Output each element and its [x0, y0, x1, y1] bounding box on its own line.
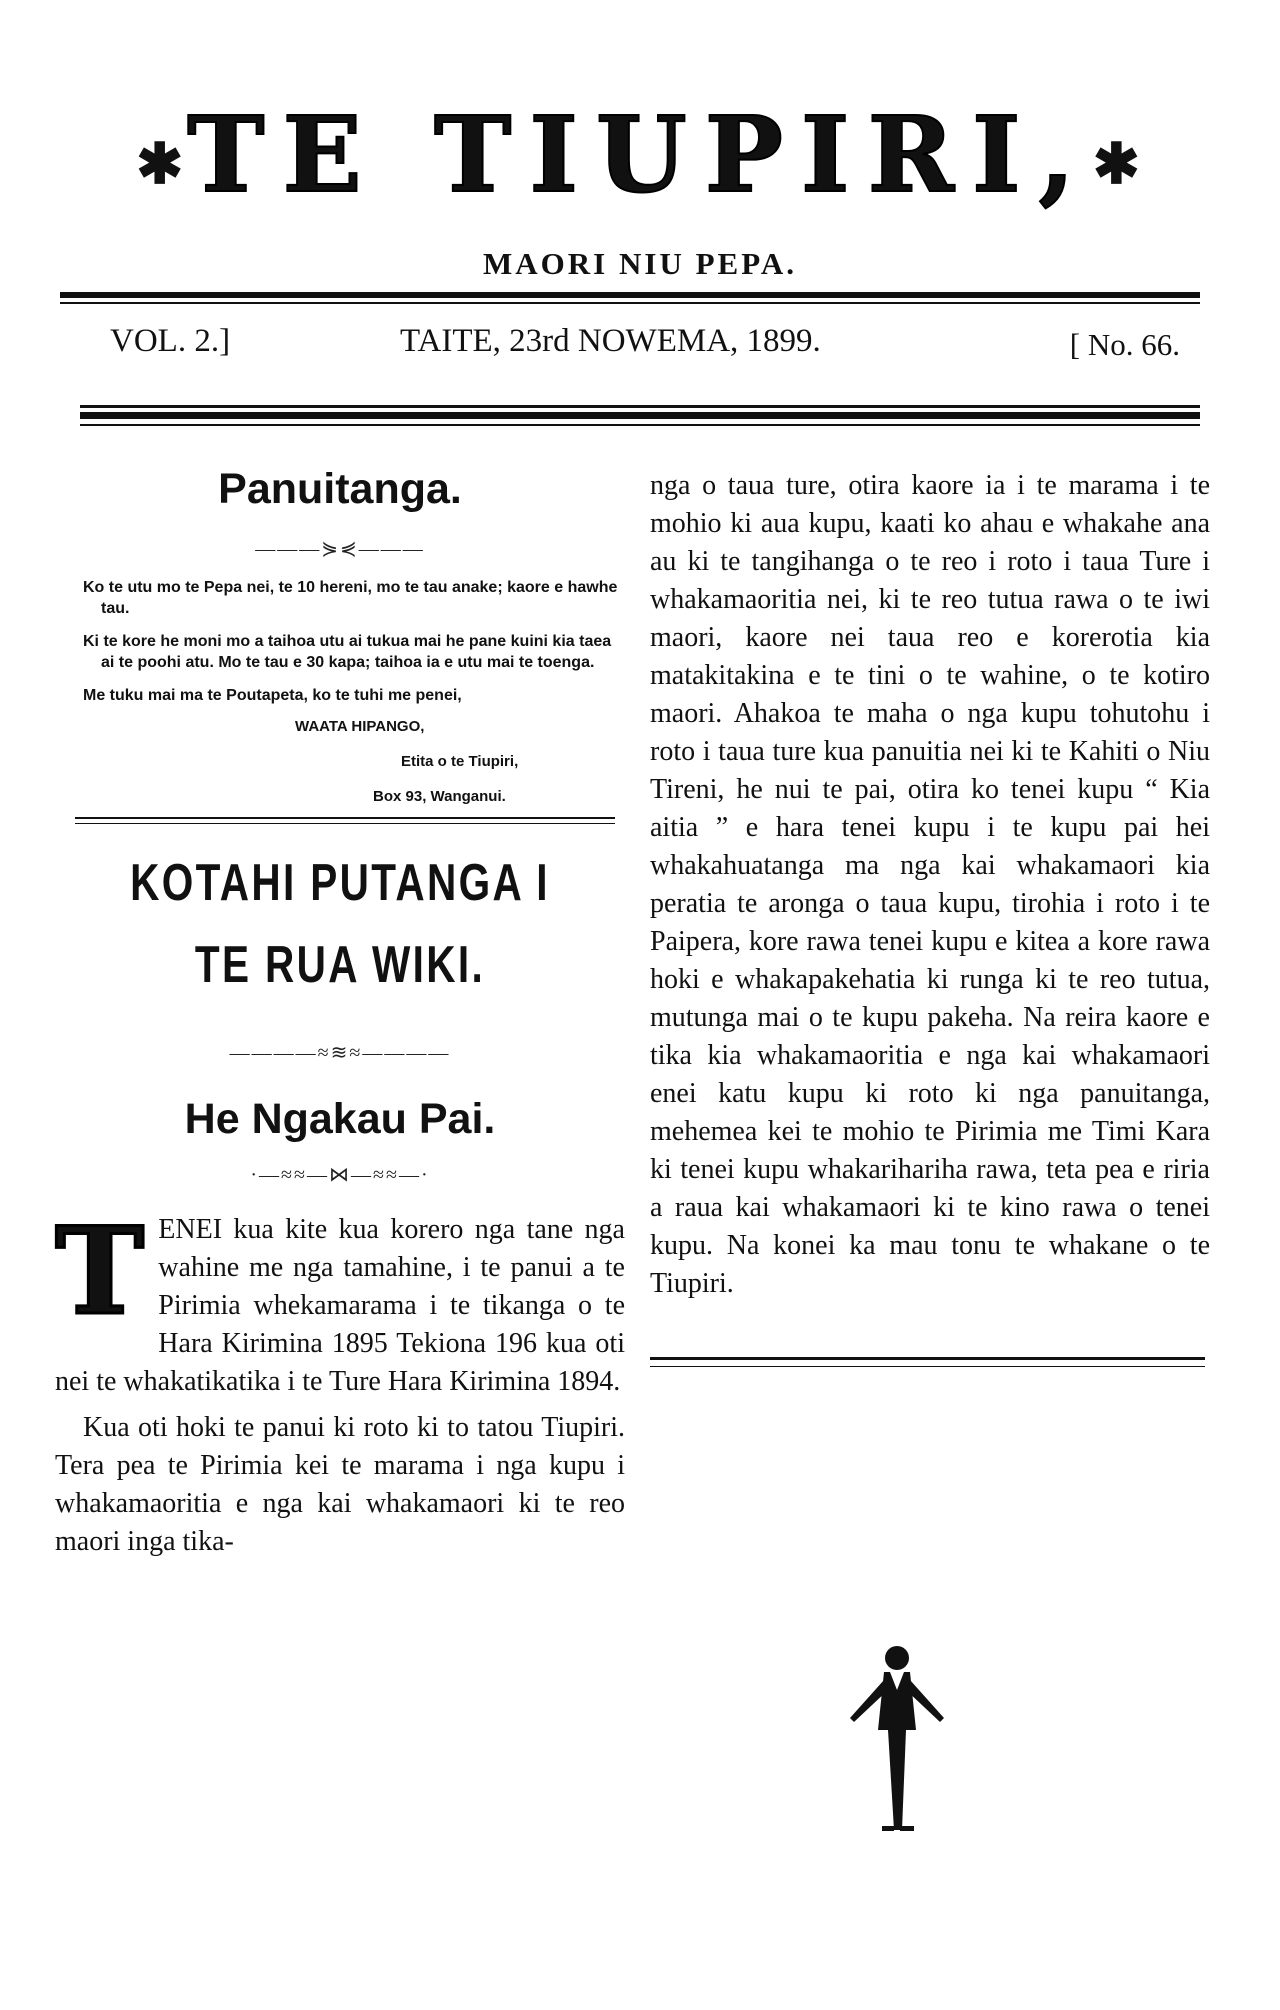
issue-date: TAITE, 23rd NOWEMA, 1899.: [400, 323, 821, 359]
title-text: TE TIUPIRI,: [187, 93, 1093, 216]
article-heading: He Ngakau Pai.: [184, 1095, 496, 1143]
divider: [75, 817, 615, 819]
dateline: [100, 323, 1190, 373]
divider: [650, 1357, 1205, 1360]
signature-name: WAATA HIPANGO,: [295, 718, 425, 735]
divider: [650, 1366, 1205, 1367]
volume-label: VOL. 2.]: [110, 323, 231, 359]
newspaper-title: [50, 93, 1230, 223]
left-column: [55, 455, 625, 1561]
article-paragraph: TENEI kua kite kua korero nga tane nga wahine me nga tamahine, i te panui a te Pirimia whekamarama i te tikanga o te Hara Kirimina 1895 Tekiona 196 kua oti nei te whakatikatika i te Ture Hara Kirimina 1894.: [55, 1201, 625, 1397]
masthead: [50, 93, 1230, 281]
flourish-ornament-icon: ———⋟⋞———: [255, 538, 425, 560]
divider: [80, 405, 1200, 408]
divider: [80, 424, 1200, 426]
right-column: [650, 455, 1210, 1307]
dropcap: T: [55, 1201, 145, 1342]
notice-paragraph: Ko te utu mo te Pepa nei, te 10 hereni, mo te tau anake; kaore e hawhe tau.: [83, 579, 618, 617]
subscription-notice: [55, 577, 625, 805]
notice-heading: Panuitanga.: [218, 465, 462, 513]
newspaper-subtitle: MAORI NIU PEPA.: [483, 246, 797, 281]
divider: [80, 412, 1200, 419]
divider: [75, 823, 615, 824]
bowing-man-illustration: [832, 1640, 962, 1840]
article-paragraph: Kua oti hoki te panui ki roto ki to tatou Tiupiri. Tera pea te Pirimia kei te marama i nga kupu i whakamaoritia e nga kai whakamaori ki te reo maori inga tika-: [55, 1412, 625, 1557]
signature-role: Etita o te Tiupiri,: [401, 753, 519, 770]
notice-paragraph: Me tuku mai ma te Poutapeta, ko te tuhi me penei,: [83, 687, 462, 704]
signature-address: Box 93, Wanganui.: [373, 788, 506, 805]
divider: [60, 302, 1200, 304]
article-body: [55, 1201, 625, 1561]
issue-number: [ No. 66.: [1069, 327, 1180, 362]
flourish-ornament-icon: ·—≈≈—⋈—≈≈—·: [250, 1164, 430, 1186]
headline: KOTAHI PUTANGA I TE RUA WIKI.: [130, 854, 550, 994]
asterisk-ornament-icon: ✱: [1092, 130, 1144, 197]
divider: [60, 292, 1200, 298]
asterisk-ornament-icon: ✱: [136, 130, 188, 197]
article-paragraph: nga o taua ture, otira kaore ia i te marama i te mohio ki aua kupu, kaati ko ahau e whakahe ana au ki te tangihanga o te reo i roto i taua Ture i whakamaoritia nei, ki te reo tutua rawa o te iwi maori, kaore nei taua reo e korerotia kia matakitakina e te tini o te wahine, o te kotiro maori. Ahakoa te maha o nga kupu tohutohu i roto i taua ture kua panuitia nei ki te Kahiti o Niu Tireni, he nui te pai, otira ko tenei kupu “ Kia aitia ” e hara tenei kupu i te kupu pai hei whakahuatanga ma nga kai whakamaori kia peratia te aronga o taua kupu, tirohia i roto i te Paipera, kore rawa tenei kupu e kitea a kore rawa hoki e whakapakehatia ki runga ki te reo tutua, mutunga mai o te kupu pakeha. Na reira kaore e tika kia whakamaoritia e nga kai whakamaori enei katu kupu ki roto ki nga panuitanga, mehemea kei te mohio te Pirimia me Timi Kara ki tenei kupu whakarihariha rawa, teta pea e riria a raua kai whakamaori ki te kino rawa o tenei kupu. Na konei ka mau tonu te whakane o te Tiupiri.: [650, 470, 1210, 1299]
flourish-ornament-icon: ————≈≋≈————: [229, 1042, 451, 1064]
notice-paragraph: Ki te kore he moni mo a taihoa utu ai tukua mai he pane kuini kia taea ai te poohi atu. Mo te tau e 30 kapa; taihoa ia e utu mai te toenga.: [83, 633, 612, 671]
